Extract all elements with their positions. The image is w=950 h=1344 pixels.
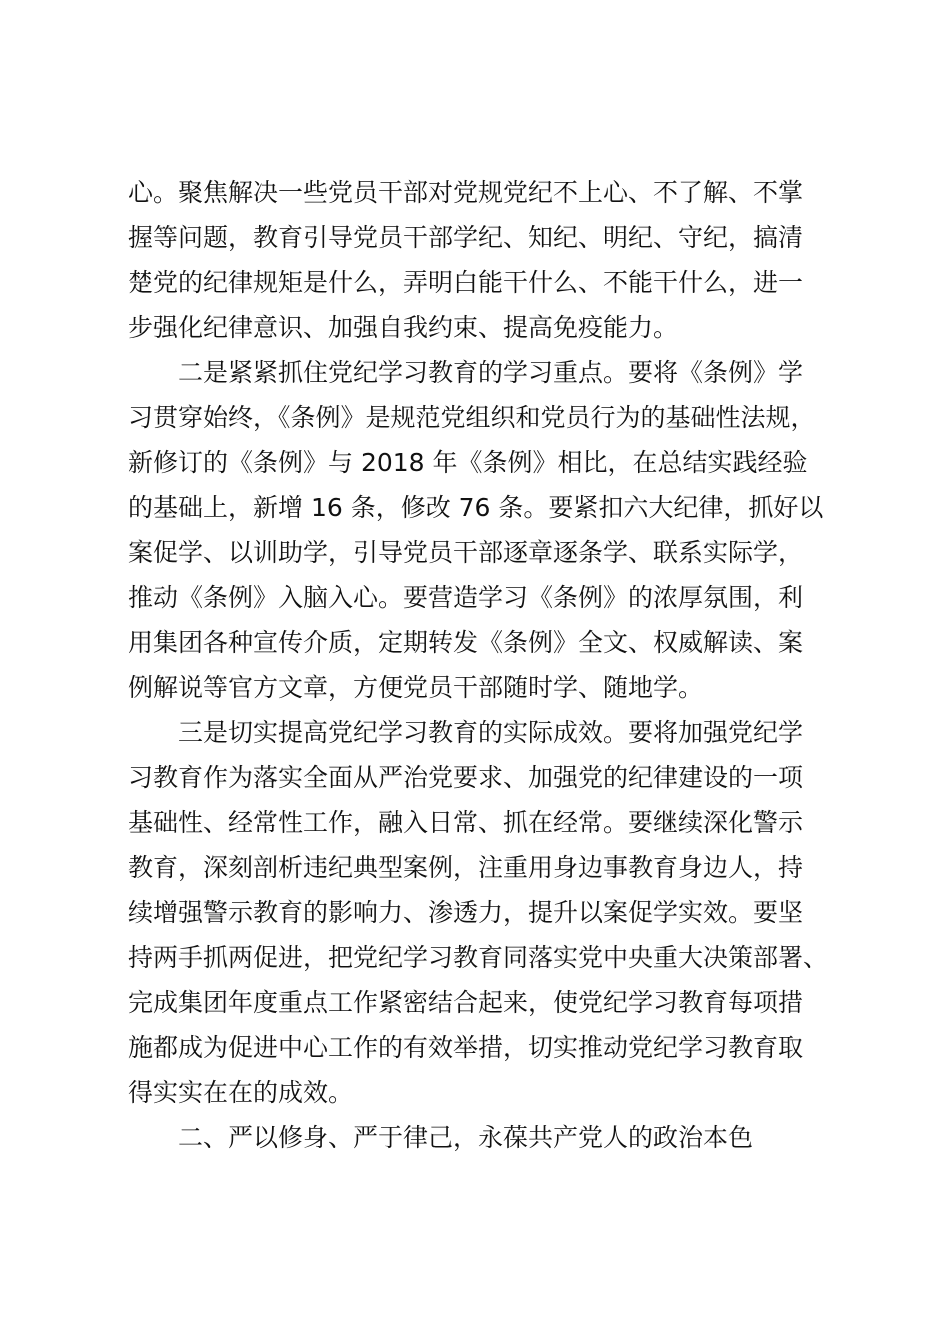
- section-heading: 二、严以修身、严于律己，永葆共产党人的政治本色: [178, 1123, 754, 1152]
- text-line: 施都成为促进中心工作的有效举措，切实推动党纪学习教育取: [128, 1033, 804, 1062]
- text-line: 得实实在在的成效。: [128, 1078, 354, 1107]
- text-line: 习教育作为落实全面从严治党要求、加强党的纪律建设的一项: [128, 763, 804, 792]
- text-line: 用集团各种宣传介质，定期转发《条例》全文、权威解读、案: [128, 628, 804, 657]
- text-line: 楚党的纪律规矩是什么，弄明白能干什么、不能干什么，进一: [128, 268, 804, 297]
- text-line: 握等问题，教育引导党员干部学纪、知纪、明纪、守纪，搞清: [128, 223, 804, 252]
- text-line: 习贯穿始终，《条例》是规范党组织和党员行为的基础性法规，: [128, 403, 816, 432]
- text-line: 持两手抓两促进，把党纪学习教育同落实党中央重大决策部署、: [128, 943, 829, 972]
- text-line: 心。聚焦解决一些党员干部对党规党纪不上心、不了解、不掌: [128, 178, 804, 207]
- text-line: 新修订的《条例》与 2018 年《条例》相比，在总结实践经验: [128, 448, 808, 477]
- paragraph-first-line: 三是切实提高党纪学习教育的实际成效。要将加强党纪学: [178, 718, 804, 747]
- text-line: 案促学、以训助学，引导党员干部逐章逐条学、联系实际学，: [128, 538, 804, 567]
- text-line: 推动《条例》入脑入心。要营造学习《条例》的浓厚氛围，利: [128, 583, 804, 612]
- text-line: 例解说等官方文章，方便党员干部随时学、随地学。: [128, 673, 704, 702]
- text-line: 教育，深刻剖析违纪典型案例，注重用身边事教育身边人，持: [128, 853, 804, 882]
- text-line: 完成集团年度重点工作紧密结合起来，使党纪学习教育每项措: [128, 988, 804, 1017]
- text-line: 基础性、经常性工作，融入日常、抓在经常。要继续深化警示: [128, 808, 804, 837]
- text-line: 续增强警示教育的影响力、渗透力，提升以案促学实效。要坚: [128, 898, 804, 927]
- paragraph-first-line: 二是紧紧抓住党纪学习教育的学习重点。要将《条例》学: [178, 358, 804, 387]
- text-line: 步强化纪律意识、加强自我约束、提高免疫能力。: [128, 313, 679, 342]
- text-line: 的基础上，新增 16 条，修改 76 条。要紧扣六大纪律，抓好以: [128, 493, 824, 522]
